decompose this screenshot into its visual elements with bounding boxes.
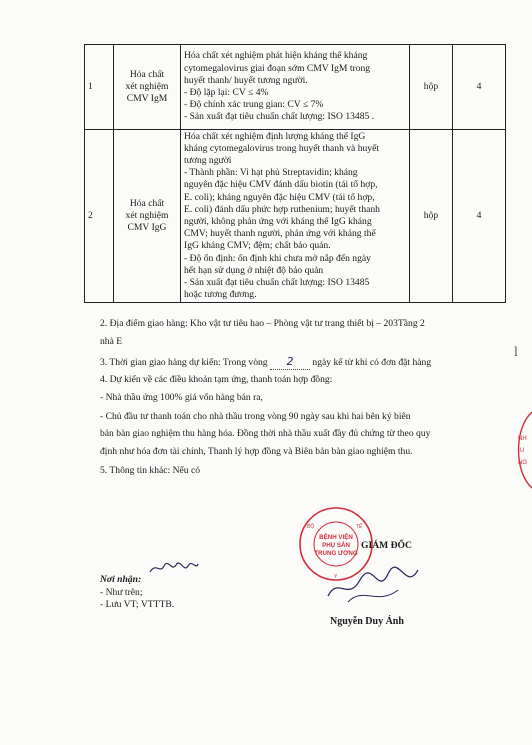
spec-line: - Độ lặp lại: CV ≤ 4% (184, 87, 269, 98)
items-table (84, 44, 506, 303)
delivery-time-suffix: ngày kể từ khi có đơn đặt hàng (312, 357, 432, 368)
svg-text:BỘ: BỘ (307, 524, 315, 530)
table-row (85, 45, 506, 130)
item-name-line: xét nghiệm (125, 209, 169, 221)
item-specification (181, 130, 410, 303)
recipient-item: - Lưu VT; VTTTB. (100, 599, 175, 611)
svg-text:Y: Y (334, 574, 338, 580)
stamp-text: TRUNG ƯƠNG (314, 550, 358, 557)
spec-line: hết hạn sử dụng ở nhiệt độ bảo quản (184, 264, 324, 276)
item-name-line: CMV IgM (126, 93, 168, 105)
spec-line: huyết thanh/ huyết tương người. (184, 74, 308, 86)
spec-line: CMV; huyết thanh người, phản ứng với kháng thể (184, 228, 376, 240)
spec-line: - Thành phần: Vi hạt phủ Streptavidin; kháng (184, 167, 358, 179)
item-quantity: 4 (453, 130, 506, 303)
payment-line: - Chủ đầu tư thanh toán cho nhà thầu trong vòng 90 ngày sau khi hai bên ký biên (100, 411, 411, 422)
row-number: 1 (85, 45, 114, 130)
advance-heading: 4. Dự kiến về các điều khoản tạm ứng, thanh toán hợp đồng: (100, 374, 333, 385)
signatory-name: Nguyễn Duy Ánh (330, 616, 404, 627)
payment-line: định như hóa đơn tài chính, Thanh lý hợp đồng và Biên bản bàn giao nghiệm thu. (100, 446, 413, 457)
row-number: 2 (85, 130, 114, 303)
recipients-block (100, 574, 174, 612)
recipient-item: - Như trên; (100, 586, 143, 598)
other-info: 5. Thông tin khác: Nếu có (100, 465, 201, 476)
spec-line: cytomegalovirus giai đoạn sớm CMV IgM trong (184, 62, 371, 74)
recipients-label: Nơi nhận: (100, 574, 142, 585)
table-row (85, 130, 506, 303)
item-name (114, 130, 181, 303)
delivery-time-prefix: 3. Thời gian giao hàng dự kiến: Trong vòng (100, 357, 268, 368)
advance-line: - Nhà thầu ứng 100% giá vốn hàng bán ra, (100, 392, 263, 403)
stamp-text: BỆNH VIỆN (319, 534, 353, 541)
spec-line: E. coli) đánh dấu phức hợp ruthenium; huyết thanh (184, 203, 380, 215)
svg-text:U: U (520, 448, 525, 454)
item-name-line: CMV IgG (127, 222, 167, 234)
spec-line: - Sản xuất đạt tiêu chuẩn chất lượng: ISO 13485 . (184, 111, 375, 123)
spec-line: người, không phản ứng với kháng thể IgG kháng (184, 216, 372, 227)
item-unit: hộp (410, 45, 453, 130)
signatory-title: GIÁM ĐỐC (361, 540, 412, 551)
spec-line: kháng cytomegalovirus trong huyết thanh và huyết (184, 142, 380, 154)
item-unit: hộp (410, 130, 453, 303)
delivery-place-line: 2. Địa điểm giao hàng: Kho vật tư tiêu hao – Phòng vật tư trang thiết bị – 203Tầng 2 (100, 318, 425, 329)
svg-text:TẾ: TẾ (356, 524, 363, 530)
spec-line: E. coli); kháng nguyên đặc hiệu CMV (tái tổ hợp, (184, 191, 375, 203)
delivery-time-days (270, 356, 310, 370)
payment-line: bản bàn giao nghiệm thu hàng hóa. Đồng thời nhà thầu xuất đầy đủ chứng từ theo quy (100, 428, 431, 439)
item-name-line: Hóa chất (129, 197, 165, 209)
item-specification (181, 45, 410, 130)
handwritten-days: 2 (286, 355, 294, 368)
spec-line: IgG kháng CMV; đệm; chất bảo quản. (184, 240, 331, 252)
item-name-line: Hóa chất (129, 68, 165, 80)
director-signature (318, 556, 428, 610)
spec-line: Hóa chất xét nghiệm phát hiện kháng thể kháng (184, 50, 368, 62)
spec-line: hoặc tương đương. (184, 289, 257, 301)
spec-line: nguyên đặc hiệu CMV đánh dấu biotin (tái tổ hợp, (184, 179, 378, 191)
stamp-text: PHỤ SẢN (322, 542, 350, 549)
spec-line: - Độ ổn định: ổn định khi chưa mở nắp đến ngày (184, 252, 371, 264)
delivery-time (100, 356, 500, 370)
edge-stamp-fragment (510, 410, 532, 490)
edge-mark: l (514, 345, 518, 360)
spec-line: - Độ chính xác trung gian: CV ≤ 7% (184, 99, 324, 111)
item-name (114, 45, 181, 130)
delivery-place-line: nhà E (100, 336, 123, 347)
item-name-line: xét nghiệm (125, 80, 169, 92)
item-quantity: 4 (453, 45, 506, 130)
spec-line: - Sản xuất đạt tiêu chuẩn chất lượng: ISO 13485 (184, 277, 370, 289)
svg-text:NG: NG (518, 460, 527, 466)
spec-line: Hóa chất xét nghiệm định lượng kháng thể IgG (184, 130, 366, 142)
spec-line: tương người (184, 154, 232, 166)
svg-text:NH: NH (518, 436, 527, 442)
